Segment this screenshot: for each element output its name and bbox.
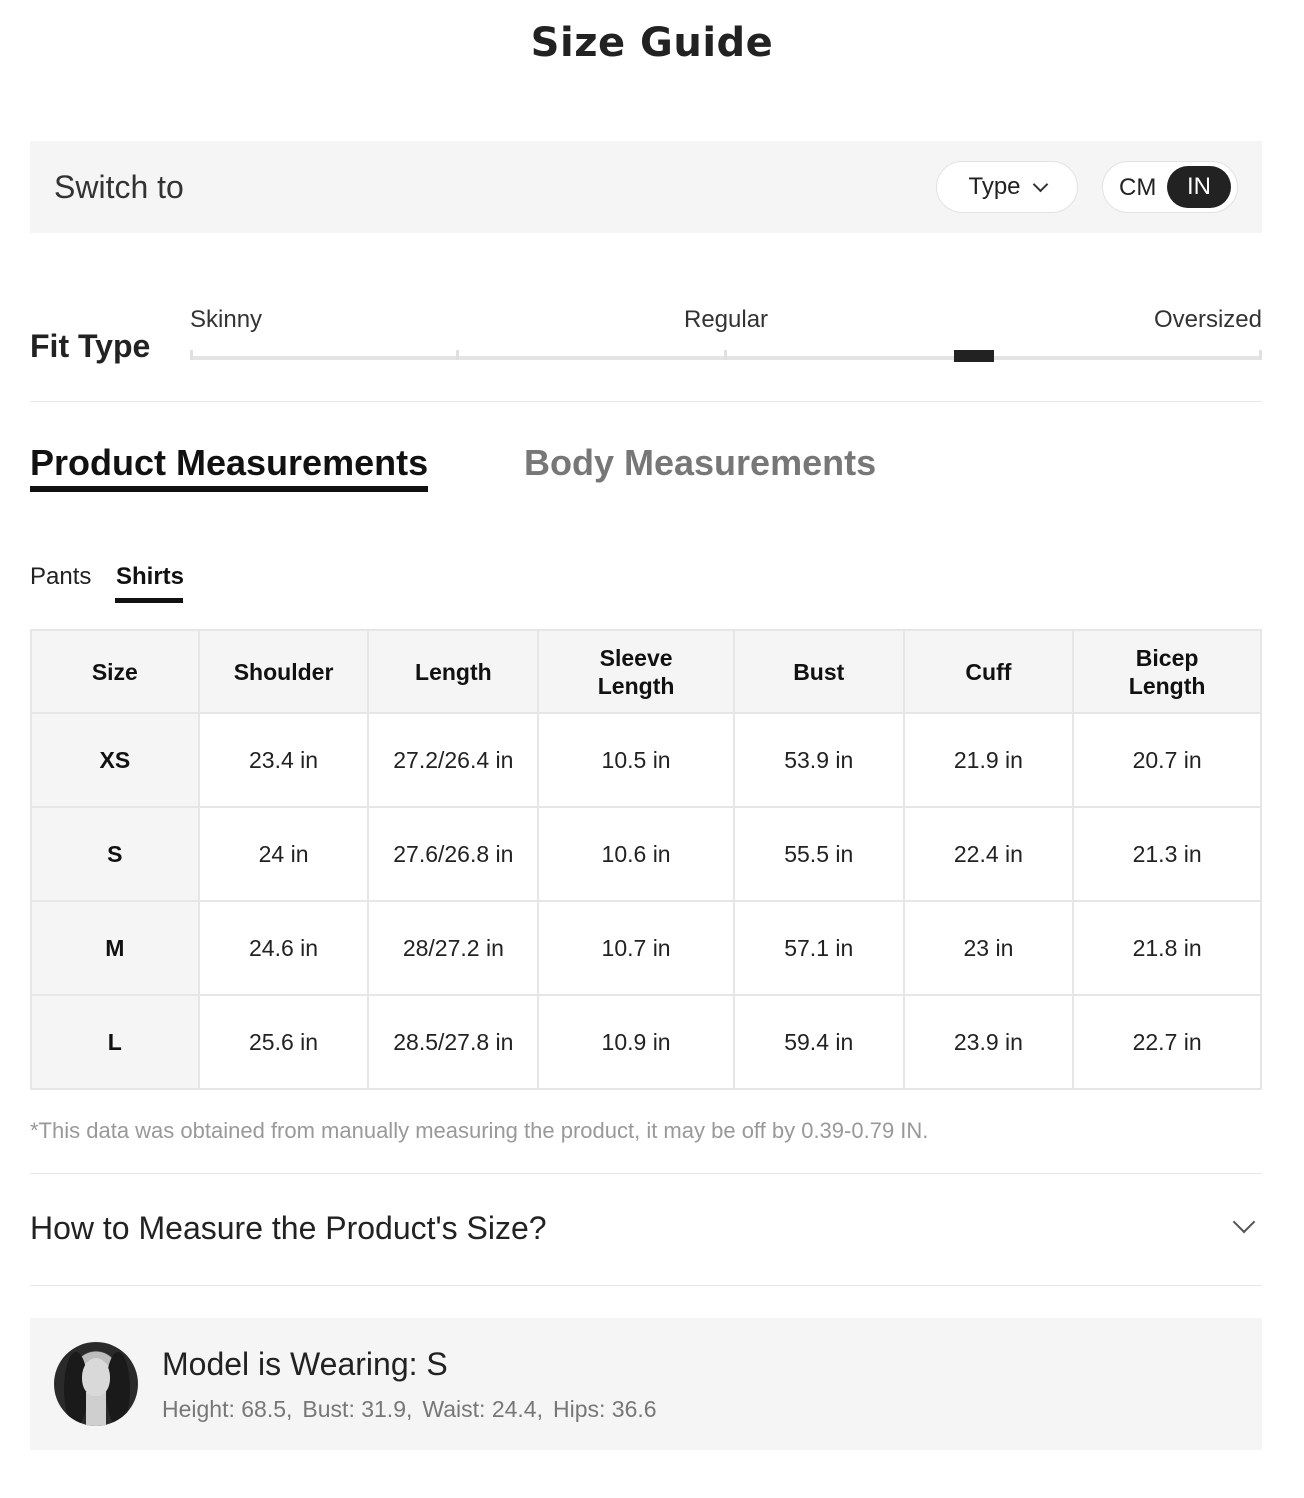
- table-cell: 10.7 in: [538, 901, 734, 995]
- table-cell: 53.9 in: [734, 713, 904, 807]
- header-shoulder: Shoulder: [199, 630, 369, 713]
- size-table: [30, 629, 1262, 1090]
- table-cell: 24.6 in: [199, 901, 369, 995]
- table-row: [31, 713, 1261, 807]
- table-row: [31, 995, 1261, 1089]
- switch-label: Switch to: [54, 169, 184, 205]
- fit-scale-oversized: Oversized: [1153, 306, 1262, 333]
- table-cell: 21.3 in: [1073, 807, 1261, 901]
- size-cell: XS: [31, 713, 199, 807]
- table-cell: 57.1 in: [734, 901, 904, 995]
- fit-scale-tick: [724, 350, 727, 360]
- unit-toggle[interactable]: [1102, 161, 1238, 213]
- table-cell: 21.9 in: [904, 713, 1074, 807]
- chevron-down-icon: [1032, 176, 1048, 192]
- table-cell: 27.6/26.8 in: [368, 807, 538, 901]
- subtab-pants[interactable]: Pants: [30, 563, 92, 590]
- unit-switch-bar: [30, 141, 1262, 233]
- table-cell: 22.7 in: [1073, 995, 1261, 1089]
- table-cell: 28.5/27.8 in: [368, 995, 538, 1089]
- model-stat-bust: Bust: 31.9,: [302, 1396, 413, 1422]
- fit-type-label: Fit Type: [30, 328, 151, 364]
- header-bicep-length: Bicep Length: [1073, 630, 1261, 713]
- table-cell: 10.6 in: [538, 807, 734, 901]
- model-info-card: [30, 1318, 1262, 1450]
- header-sleeve-length: Sleeve Length: [538, 630, 734, 713]
- fit-scale-tick: [190, 350, 193, 360]
- table-cell: 10.9 in: [538, 995, 734, 1089]
- header-bust: Bust: [734, 630, 904, 713]
- table-cell: 23 in: [904, 901, 1074, 995]
- unit-in-option[interactable]: IN: [1167, 166, 1231, 208]
- fit-scale-tick: [456, 350, 459, 360]
- table-row: [31, 807, 1261, 901]
- model-stat-height: Height: 68.5,: [162, 1396, 293, 1422]
- size-cell: M: [31, 901, 199, 995]
- model-stat-hips: Hips: 36.6: [552, 1396, 657, 1422]
- model-stats: [162, 1396, 667, 1423]
- divider: [30, 1285, 1262, 1286]
- model-wearing-title: Model is Wearing: S: [162, 1346, 448, 1382]
- table-header-row: [31, 630, 1261, 713]
- table-cell: 27.2/26.4 in: [368, 713, 538, 807]
- fit-scale-skinny: Skinny: [190, 306, 263, 333]
- divider: [30, 401, 1262, 402]
- measurement-note: *This data was obtained from manually measuring the product, it may be off by 0.39-0.79 IN.: [30, 1118, 929, 1143]
- fit-scale-tick: [1259, 350, 1262, 360]
- table-cell: 21.8 in: [1073, 901, 1261, 995]
- model-stat-waist: Waist: 24.4,: [422, 1396, 543, 1422]
- divider: [30, 1173, 1262, 1174]
- size-cell: L: [31, 995, 199, 1089]
- table-cell: 23.4 in: [199, 713, 369, 807]
- how-to-measure-toggle[interactable]: How to Measure the Product's Size?: [30, 1210, 547, 1246]
- tab-product-measurements[interactable]: Product Measurements: [30, 442, 429, 483]
- size-cell: S: [31, 807, 199, 901]
- header-length: Length: [368, 630, 538, 713]
- table-cell: 55.5 in: [734, 807, 904, 901]
- active-subtab-indicator: [115, 598, 183, 603]
- table-cell: 10.5 in: [538, 713, 734, 807]
- table-row: [31, 901, 1261, 995]
- table-cell: 25.6 in: [199, 995, 369, 1089]
- table-cell: 59.4 in: [734, 995, 904, 1089]
- table-cell: 28/27.2 in: [368, 901, 538, 995]
- fit-type-marker: [954, 350, 994, 362]
- active-tab-indicator: [30, 486, 428, 492]
- type-dropdown-button[interactable]: [936, 161, 1078, 213]
- type-button-label: Type: [968, 173, 1021, 200]
- chevron-down-icon[interactable]: [1233, 1211, 1256, 1234]
- table-cell: 22.4 in: [904, 807, 1074, 901]
- table-cell: 23.9 in: [904, 995, 1074, 1089]
- table-cell: 24 in: [199, 807, 369, 901]
- tab-body-measurements[interactable]: Body Measurements: [524, 442, 877, 483]
- header-cuff: Cuff: [904, 630, 1074, 713]
- page-title: Size Guide: [530, 20, 774, 66]
- subtab-shirts[interactable]: Shirts: [116, 563, 185, 590]
- fit-scale-regular: Regular: [684, 306, 769, 333]
- model-avatar: [54, 1342, 138, 1426]
- unit-cm-option[interactable]: CM: [1119, 174, 1157, 201]
- table-cell: 20.7 in: [1073, 713, 1261, 807]
- header-size: Size: [31, 630, 199, 713]
